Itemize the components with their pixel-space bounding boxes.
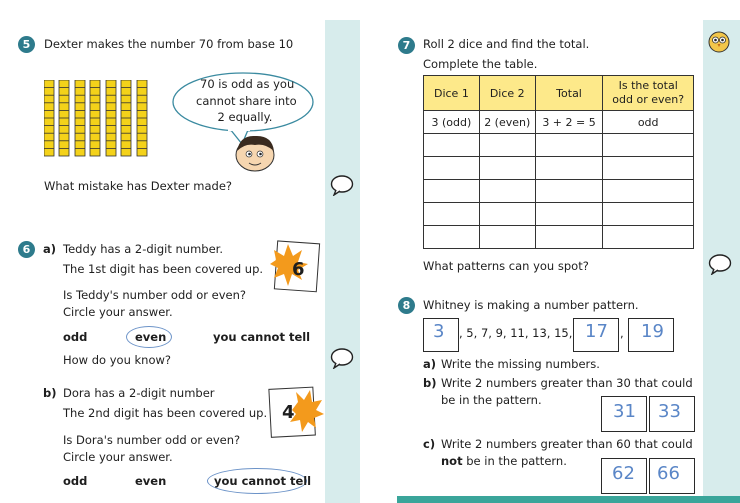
q6b-line2: The 2nd digit has been covered up. <box>63 406 268 420</box>
q8c-rest: be in the pattern. <box>466 454 567 468</box>
handwritten-33: 33 <box>658 401 681 422</box>
cell[interactable] <box>479 180 535 203</box>
cell[interactable] <box>424 134 480 157</box>
question-7-text: Roll 2 dice and find the total. <box>423 37 590 51</box>
cell[interactable] <box>535 180 603 203</box>
q6a-how: How do you know? <box>63 353 172 367</box>
dexter-face <box>230 133 280 173</box>
q6a-label: a) <box>43 242 57 256</box>
cell[interactable] <box>603 180 694 203</box>
q8c-not: not <box>441 454 463 468</box>
q6a-opt-even[interactable]: even <box>135 330 167 344</box>
handwritten-66: 66 <box>657 463 680 484</box>
question-7-patterns: What patterns can you spot? <box>423 259 589 273</box>
q8b-label: b) <box>423 376 437 390</box>
cell[interactable] <box>424 157 480 180</box>
header-dice-1: Dice 1 <box>424 76 480 111</box>
header-dice-2: Dice 2 <box>479 76 535 111</box>
challenge-owl-icon <box>708 30 730 54</box>
q6b-question: Is Dora's number odd or even? <box>63 433 241 447</box>
handwritten-17: 17 <box>585 321 608 342</box>
cell[interactable] <box>479 203 535 226</box>
cell[interactable] <box>603 203 694 226</box>
cell[interactable] <box>603 134 694 157</box>
header-odd-even-l1: Is the total <box>618 79 678 92</box>
base-ten-rods <box>44 80 152 158</box>
row1-odd-even: odd <box>603 111 694 134</box>
row1-dice2: 2 (even) <box>479 111 535 134</box>
header-odd-even-l2: odd or even? <box>612 93 685 106</box>
handwritten-62: 62 <box>612 463 635 484</box>
q6b-opt-even[interactable]: even <box>135 474 167 488</box>
question-8-text: Whitney is making a number pattern. <box>423 298 639 312</box>
cell[interactable] <box>535 157 603 180</box>
q8c-text1: Write 2 numbers greater than 60 that could <box>441 437 693 451</box>
q8c-text2 <box>441 454 567 468</box>
handwritten-31: 31 <box>613 401 636 422</box>
q6a-circle: Circle your answer. <box>63 305 173 319</box>
q8b-text2: be in the pattern. <box>441 393 542 407</box>
q6b-circle: Circle your answer. <box>63 450 173 464</box>
discuss-icon-3 <box>708 253 732 275</box>
speech-line-2: cannot share into <box>196 94 297 108</box>
q6a-question: Is Teddy's number odd or even? <box>63 288 246 302</box>
discuss-icon-2 <box>330 347 354 369</box>
left-margin-strip <box>325 20 360 503</box>
row1-total: 3 + 2 = 5 <box>535 111 603 134</box>
q6b-label: b) <box>43 386 57 400</box>
q6b-opt-cannot[interactable]: you cannot tell <box>214 474 312 488</box>
row1-dice1: 3 (odd) <box>424 111 480 134</box>
q6a-opt-odd[interactable]: odd <box>63 330 88 344</box>
pattern-comma: , <box>620 326 624 340</box>
cell[interactable] <box>424 203 480 226</box>
cell[interactable] <box>535 134 603 157</box>
table-row-empty <box>424 134 694 157</box>
handwritten-3: 3 <box>433 321 445 342</box>
cell[interactable] <box>603 226 694 249</box>
table-row-empty <box>424 203 694 226</box>
speech-line-3: 2 equally. <box>217 110 273 124</box>
dice-table <box>423 75 694 249</box>
speech-line-1: 70 is odd as you <box>200 77 295 91</box>
cell[interactable] <box>424 180 480 203</box>
card-a-digit: 6 <box>292 259 305 280</box>
table-row-empty <box>424 180 694 203</box>
cell[interactable] <box>424 226 480 249</box>
question-6-badge: 6 <box>18 241 35 258</box>
question-7-badge: 7 <box>398 37 415 54</box>
header-total: Total <box>535 76 603 111</box>
q6a-line2: The 1st digit has been covered up. <box>63 262 264 276</box>
question-7-sub: Complete the table. <box>423 57 538 71</box>
q8a-label: a) <box>423 357 437 371</box>
question-5-prompt: What mistake has Dexter made? <box>44 179 233 193</box>
table-row-empty <box>424 157 694 180</box>
pattern-sequence: , 5, 7, 9, 11, 13, 15, <box>459 326 573 340</box>
bottom-teal-bar <box>397 496 740 503</box>
cell[interactable] <box>603 157 694 180</box>
q8c-label: c) <box>423 437 436 451</box>
cell[interactable] <box>479 157 535 180</box>
question-5-text: Dexter makes the number 70 from base 10 <box>44 37 294 51</box>
question-5-badge: 5 <box>18 36 35 53</box>
cell[interactable] <box>479 226 535 249</box>
table-row-empty <box>424 226 694 249</box>
q6b-line1: Dora has a 2-digit number <box>63 386 215 400</box>
discuss-icon-1 <box>330 174 354 196</box>
cell[interactable] <box>535 203 603 226</box>
q8b-text1: Write 2 numbers greater than 30 that could <box>441 376 693 390</box>
cell[interactable] <box>479 134 535 157</box>
cell[interactable] <box>535 226 603 249</box>
q6a-line1: Teddy has a 2-digit number. <box>63 242 223 256</box>
handwritten-19: 19 <box>641 321 664 342</box>
header-odd-even <box>603 76 694 111</box>
q6b-opt-odd[interactable]: odd <box>63 474 88 488</box>
card-b-digit: 4 <box>282 402 295 423</box>
q8a-text: Write the missing numbers. <box>441 357 600 371</box>
question-8-badge: 8 <box>398 297 415 314</box>
q6a-opt-cannot[interactable]: you cannot tell <box>213 330 311 344</box>
covered-digit-card-b <box>266 382 328 442</box>
